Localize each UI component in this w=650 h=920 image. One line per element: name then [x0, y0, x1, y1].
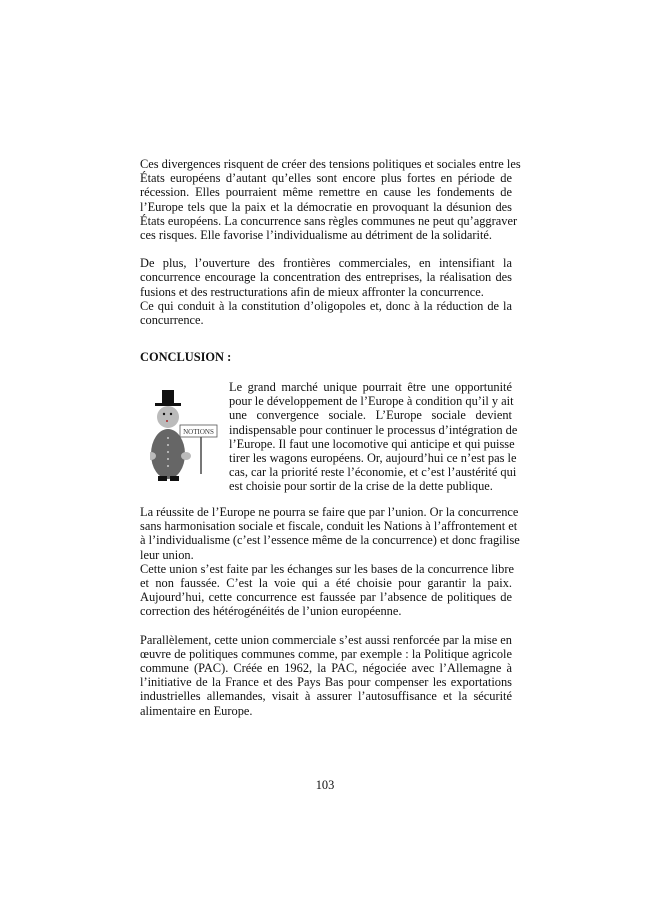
text-line: concurrence encourage la concentration des entreprises, la réalisation des	[140, 270, 512, 285]
text-line: et non faussée. C’est la voie qui a été choisie pour garantir la paix.	[140, 576, 512, 591]
text-line: une convergence sociale. L’Europe sociale devient	[229, 408, 512, 423]
text-line: Ces divergences risquent de créer des tensions politiques et sociales entre les	[140, 157, 521, 171]
text-line: Ce qui conduit à la constitution d’oligopoles et, donc à la réduction de la	[140, 298, 512, 313]
text-line: tirer les wagons européens. Or, aujourd’hui ce n’est pas le	[229, 451, 517, 466]
paragraph	[140, 157, 521, 243]
body-text-bottom	[140, 505, 520, 718]
text-line: fusions et des restructurations afin de mieux affronter la concurrence.	[140, 284, 484, 299]
text-line: La réussite de l’Europe ne pourra se faire que par l’union. Or la concurrence	[140, 505, 519, 519]
text-line: Cette union s’est faite par les échanges sur les bases de la concurrence libre	[140, 561, 514, 576]
conclusion-text	[229, 380, 518, 494]
text-line: pour le développement de l’Europe à condition qu’il y ait	[229, 394, 514, 409]
text-line: cas, car la priorité reste l’économie, et c’est l’austérité qui	[229, 465, 517, 480]
text-line: De plus, l’ouverture des frontières commerciales, en intensifiant la	[140, 256, 512, 271]
page-number: 103	[315, 778, 335, 792]
text-line: commune (PAC). Créée en 1962, la PAC, négociée avec l’Allemagne à	[140, 661, 512, 676]
text-line: l’Europe. Il faut une locomotive qui anticipe et qui puisse	[229, 436, 515, 451]
text-line: ces risques. Elle favorise l’individualisme au détriment de la solidarité.	[140, 228, 492, 243]
text-line: alimentaire en Europe.	[140, 703, 253, 718]
paragraph	[140, 256, 512, 299]
section-heading: CONCLUSION :	[140, 350, 232, 364]
text-line: États européens d’autant qu’elles sont encore plus fortes en période de	[140, 171, 512, 186]
text-line: Parallèlement, cette union commerciale s’est aussi renforcée par la mise en	[140, 632, 512, 647]
notions-character-illustration	[150, 388, 230, 488]
body-text-top	[140, 157, 521, 328]
text-line: l’initiative de la France et des Pays Bas pour compenser les exportations	[140, 675, 512, 690]
text-line: œuvre de politiques communes comme, par exemple : la Politique agricole	[140, 646, 512, 661]
text-line: correction des hétérogénéités de l’union européenne.	[140, 604, 402, 619]
text-line: sans harmonisation sociale et fiscale, conduit les Nations à l’affrontement et	[140, 519, 518, 534]
text-line: industrielles allemandes, visait à assurer l’autosuffisance et la sécurité	[140, 689, 512, 704]
text-line: Aujourd’hui, cette concurrence est faussée par l’absence de politiques de	[140, 590, 512, 605]
paragraph	[140, 562, 512, 619]
text-line: récession. Elles pourraient même remettre en cause les fondements de	[140, 185, 512, 200]
sign-text: NOTIONS	[183, 428, 214, 436]
text-line: est choisie pour sortir de la crise de la dette publique.	[229, 479, 493, 494]
text-line: concurrence.	[140, 313, 204, 328]
paragraph	[140, 299, 512, 327]
text-line: l’Europe tels que la paix et la démocratie en provoquant la désunion des	[140, 199, 512, 214]
text-line: Le grand marché unique pourrait être une opportunité	[229, 380, 512, 394]
text-line: indispensable pour continuer le processus d’intégration de	[229, 422, 518, 437]
paragraph	[229, 380, 518, 494]
text-line: à l’individualisme (c’est l’essence même de la concurrence) et donc fragilise	[140, 533, 520, 548]
paragraph	[140, 633, 512, 718]
paragraph	[140, 505, 520, 562]
text-line: leur union.	[140, 547, 194, 562]
text-line: États européens. La concurrence sans règles communes ne peut qu’aggraver	[140, 213, 518, 228]
